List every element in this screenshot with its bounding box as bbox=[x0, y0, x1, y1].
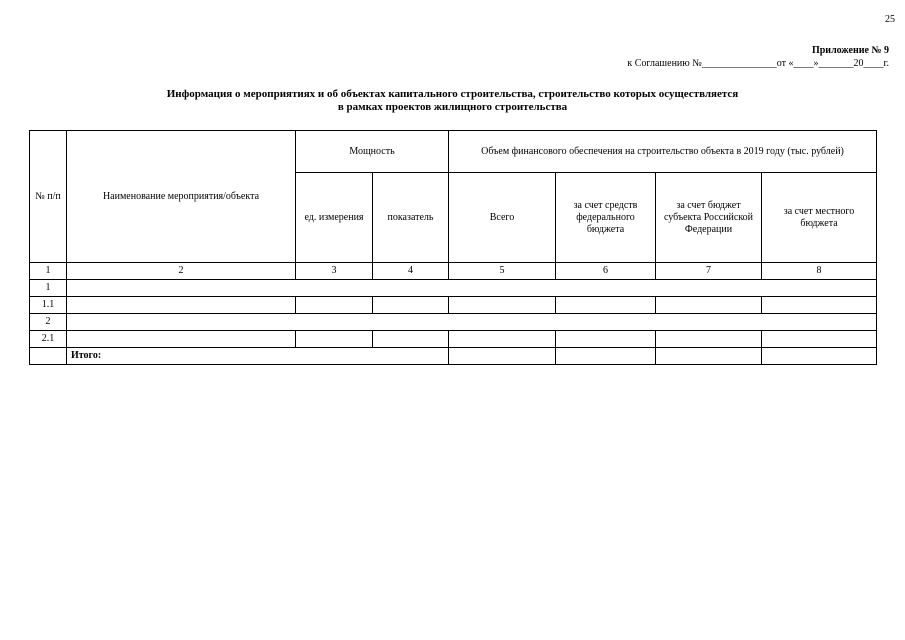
table-cell[interactable] bbox=[556, 297, 656, 314]
header-total: Всего bbox=[449, 173, 556, 263]
table-cell[interactable] bbox=[656, 297, 762, 314]
column-number: 6 bbox=[556, 263, 656, 280]
table-cell[interactable] bbox=[67, 331, 296, 348]
header-federal: за счет средств федерального бюджета bbox=[556, 173, 656, 263]
table-cell[interactable] bbox=[762, 297, 877, 314]
column-number: 1 bbox=[30, 263, 67, 280]
column-number: 3 bbox=[296, 263, 373, 280]
table-cell[interactable] bbox=[656, 348, 762, 365]
column-number: 4 bbox=[373, 263, 449, 280]
total-row bbox=[30, 348, 877, 365]
table-cell[interactable] bbox=[449, 331, 556, 348]
table-cell[interactable] bbox=[373, 331, 449, 348]
header-num: № п/п bbox=[30, 131, 67, 263]
table-cell[interactable] bbox=[449, 348, 556, 365]
document-title-line-2: в рамках проектов жилищного строительства bbox=[337, 101, 568, 113]
table-row bbox=[30, 297, 877, 314]
header-local: за счет местного бюджета bbox=[762, 173, 877, 263]
table-row bbox=[30, 280, 877, 297]
section-cell[interactable] bbox=[67, 314, 877, 331]
column-number: 5 bbox=[449, 263, 556, 280]
header-indicator: показатель bbox=[373, 173, 449, 263]
table-row bbox=[30, 314, 877, 331]
header-capacity: Мощность bbox=[296, 131, 449, 173]
table-cell bbox=[30, 348, 67, 365]
table-cell[interactable] bbox=[67, 297, 296, 314]
info-table bbox=[29, 130, 877, 365]
table-cell[interactable] bbox=[556, 331, 656, 348]
table-row bbox=[30, 331, 877, 348]
row-number: 2 bbox=[30, 314, 67, 331]
table-cell[interactable] bbox=[556, 348, 656, 365]
row-number: 2.1 bbox=[30, 331, 67, 348]
header-name: Наименование мероприятия/объекта bbox=[67, 131, 296, 263]
header-financing: Объем финансового обеспечения на строительство объекта в 2019 году (тыс. рублей) bbox=[449, 131, 877, 173]
column-number: 7 bbox=[656, 263, 762, 280]
annex-reference: к Соглашению №_______________от «____»_______20____г. bbox=[627, 58, 889, 69]
total-label: Итого: bbox=[67, 348, 449, 365]
table-cell[interactable] bbox=[449, 297, 556, 314]
table-cell[interactable] bbox=[656, 331, 762, 348]
column-number: 2 bbox=[67, 263, 296, 280]
header-regional: за счет бюджет субъекта Российской Федерации bbox=[656, 173, 762, 263]
table-cell[interactable] bbox=[296, 331, 373, 348]
column-number: 8 bbox=[762, 263, 877, 280]
row-number: 1.1 bbox=[30, 297, 67, 314]
section-cell[interactable] bbox=[67, 280, 877, 297]
page-number: 25 bbox=[885, 14, 895, 25]
table-cell[interactable] bbox=[296, 297, 373, 314]
document-title bbox=[0, 88, 905, 114]
annex-title: Приложение № 9 bbox=[811, 45, 889, 56]
header-unit: ед. измерения bbox=[296, 173, 373, 263]
row-number: 1 bbox=[30, 280, 67, 297]
table-header-row-1 bbox=[30, 131, 877, 173]
table-cell[interactable] bbox=[762, 348, 877, 365]
document-title-line-1: Информация о мероприятиях и об объектах капитального строительства, строительство которых осуществляется bbox=[166, 88, 739, 100]
table-cell[interactable] bbox=[762, 331, 877, 348]
table-cell[interactable] bbox=[373, 297, 449, 314]
column-number-row bbox=[30, 263, 877, 280]
